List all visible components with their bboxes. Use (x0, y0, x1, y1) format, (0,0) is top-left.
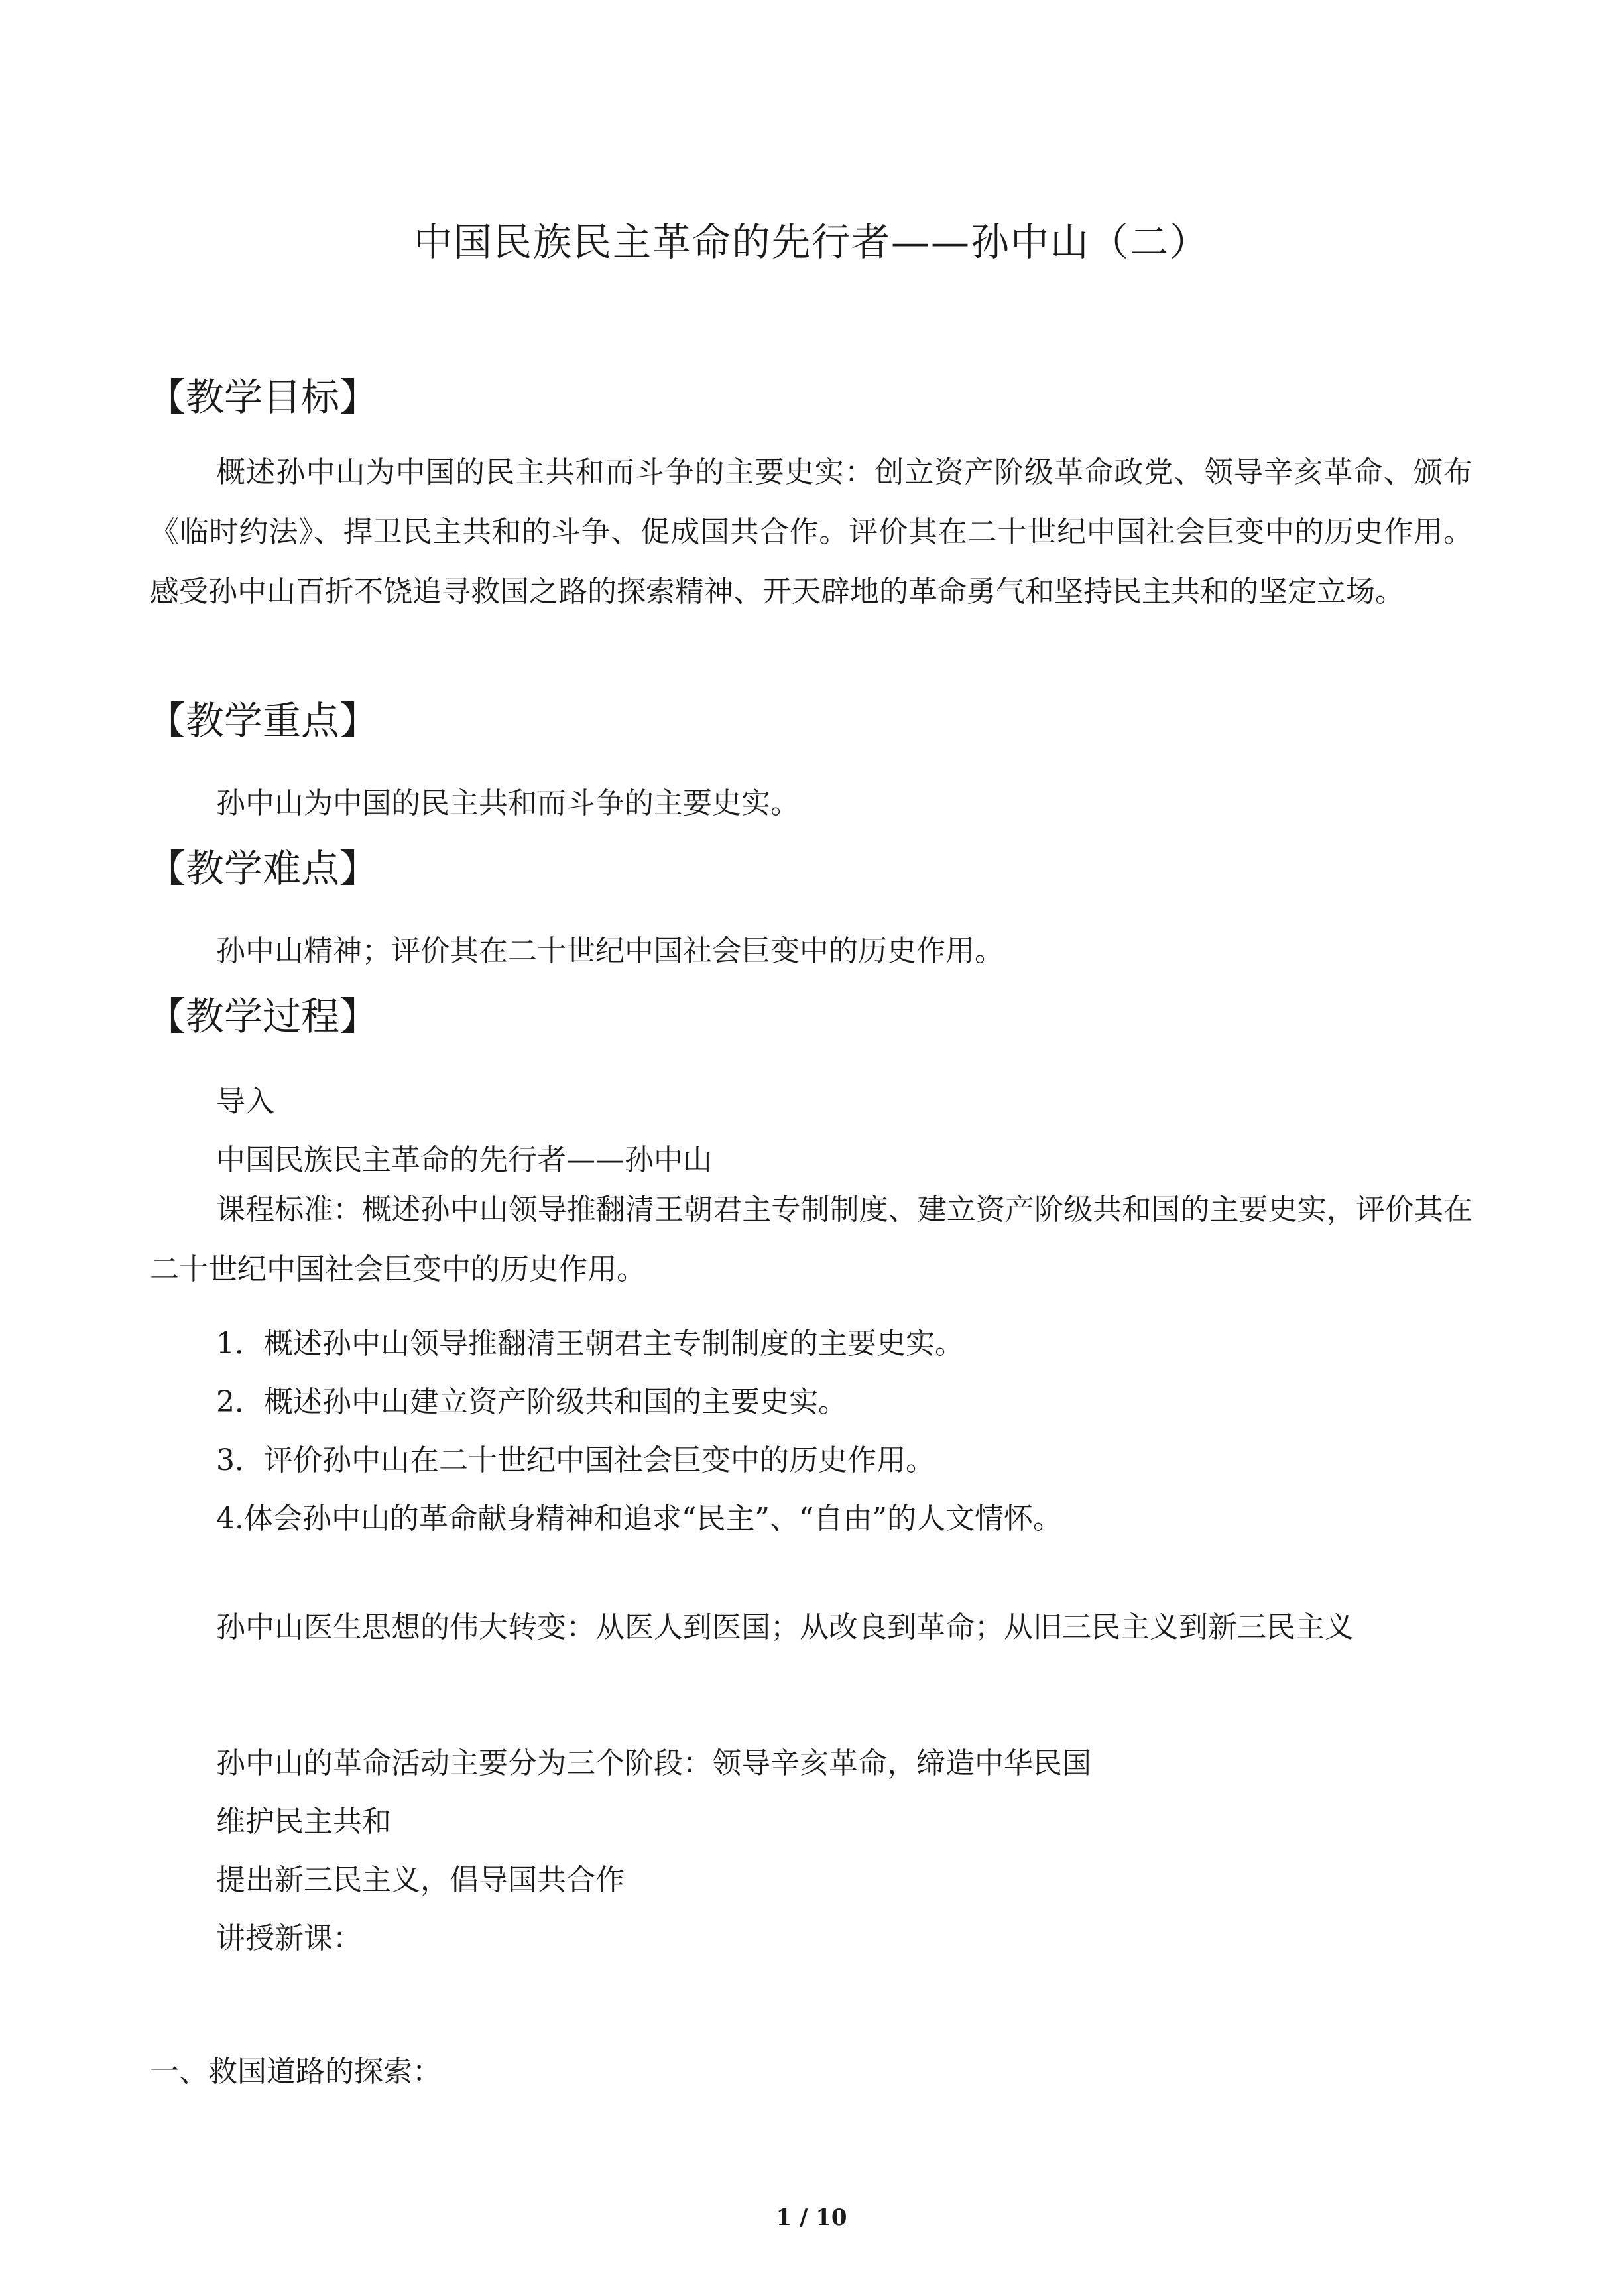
stages-intro: 孙中山的革命活动主要分为三个阶段：领导辛亥革命，缔造中华民国 (216, 1746, 1091, 1780)
list-item: 2．概述孙中山建立资产阶级共和国的主要史实。 (216, 1385, 847, 1419)
objectives-heading: 【教学目标】 (147, 375, 379, 420)
document-title: 中国民族民主革命的先行者——孙中山（二） (413, 219, 1209, 265)
list-item: 3．评价孙中山在二十世纪中国社会巨变中的历史作用。 (216, 1443, 935, 1477)
transformation-text: 孙中山医生思想的伟大转变：从医人到医国；从改良到革命；从旧三民主义到新三民主义 (216, 1610, 1354, 1644)
page-number: 1 / 10 (776, 2205, 847, 2231)
stage-2: 维护民主共和 (216, 1805, 391, 1839)
process-subtitle: 中国民族民主革命的先行者——孙中山 (216, 1143, 712, 1177)
stage-3: 提出新三民主义，倡导国共合作 (216, 1863, 625, 1897)
difficulties-text: 孙中山精神；评价其在二十世纪中国社会巨变中的历史作用。 (216, 934, 1004, 968)
list-item: 4.体会孙中山的革命献身精神和追求“民主”、“自由”的人文情怀。 (216, 1502, 1062, 1536)
process-intro: 导入 (216, 1085, 274, 1118)
new-lesson-label: 讲授新课： (216, 1921, 362, 1955)
objectives-text: 概述孙中山为中国的民主共和而斗争的主要史实：创立资产阶级革命政党、领导辛亥革命、颁布《临时约法》、捍卫民主共和的斗争、促成国共合作。评价其在二十世纪中国社会巨变中的历史作用。感受孙中山百折不饶追寻救国之路的探索精神、开天辟地的革命勇气和坚持民主共和的坚定立场。 (150, 455, 1473, 609)
key-points-heading: 【教学重点】 (147, 698, 379, 743)
key-points-text: 孙中山为中国的民主共和而斗争的主要史实。 (216, 786, 800, 820)
process-heading: 【教学过程】 (147, 994, 379, 1039)
difficulties-heading: 【教学难点】 (147, 846, 379, 891)
section-1-heading: 一、救国道路的探索： (150, 2055, 442, 2088)
course-standard: 课程标准：概述孙中山领导推翻清王朝君主专制制度、建立资产阶级共和国的主要史实，评价其在二十世纪中国社会巨变中的历史作用。 (150, 1193, 1473, 1286)
list-item: 1．概述孙中山领导推翻清王朝君主专制制度的主要史实。 (216, 1327, 964, 1360)
